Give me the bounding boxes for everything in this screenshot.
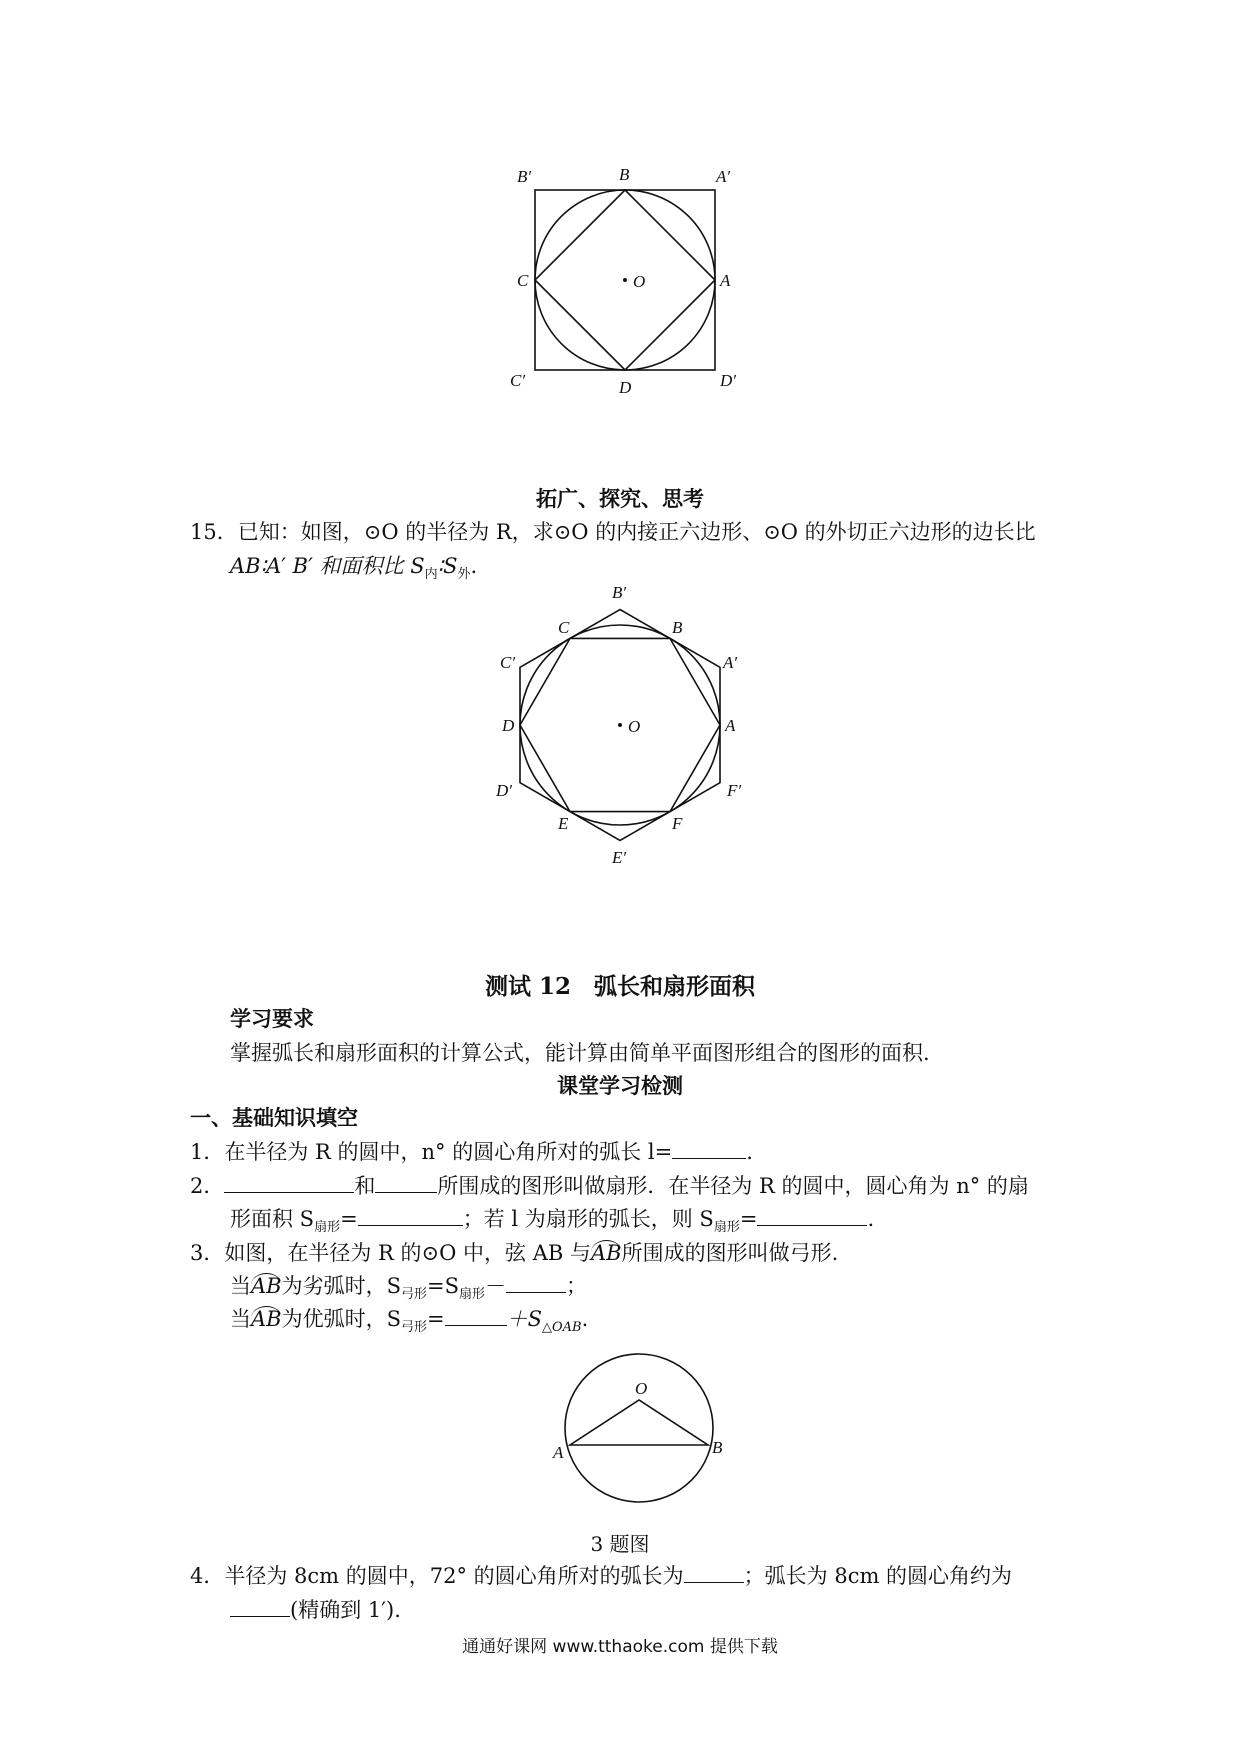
figure-segment (550, 1330, 730, 1520)
q3-sub-shan: 扇形 (459, 1287, 486, 1303)
q15-end: . (470, 554, 478, 578)
req-text: 掌握弧长和扇形面积的计算公式，能计算由简单平面图形组合的图形的面积. (230, 1041, 930, 1065)
q3-when1: 当 (230, 1274, 251, 1298)
q2-text-b: ；若 l 为扇形的弧长，则 S (462, 1207, 714, 1231)
class-check-heading: 课堂学习检测 (557, 1073, 683, 1098)
q3-line3 (230, 1303, 588, 1335)
q2-number: 2． (190, 1174, 225, 1198)
q1-text: 在半径为 R 的圆中，n° 的圆心角所对的弧长 l= (224, 1140, 673, 1164)
label-c-prime: C′ (510, 371, 526, 390)
q3-blank2[interactable] (445, 1307, 507, 1326)
label3-b: B (712, 1438, 723, 1457)
label-d: D (619, 378, 632, 397)
q4-number: 4． (190, 1564, 225, 1588)
part1-heading: 一、基础知识填空 (190, 1105, 358, 1130)
q2-line2-a: 形面积 S (230, 1207, 315, 1231)
label-d-prime: D′ (720, 371, 736, 390)
q3-sub-tri: △OAB (542, 1320, 582, 1336)
label2-f-prime: F′ (727, 781, 742, 800)
q3-line1 (190, 1237, 838, 1267)
q2-blank4[interactable] (757, 1207, 867, 1226)
q4-blank2[interactable] (230, 1598, 290, 1617)
q2-blank1[interactable] (224, 1174, 354, 1193)
q15-text1: 已知：如图，⊙O 的半径为 R，求⊙O 的内接正六边形、⊙O 的外切正六边形的边长比 (237, 520, 1036, 544)
q1 (190, 1136, 753, 1166)
label3-o: O (635, 1379, 648, 1398)
label2-a-prime: A′ (723, 653, 738, 672)
label2-e: E (558, 814, 569, 833)
section-explore-title: 拓广、探究、思考 (536, 486, 704, 511)
q15-number: 15． (190, 520, 238, 544)
label2-b-prime: B′ (612, 583, 627, 602)
q2-blank3[interactable] (358, 1207, 463, 1226)
label2-d-prime: D′ (496, 781, 512, 800)
q4-line1 (190, 1560, 1012, 1590)
q15-colon: ∶S (437, 554, 458, 578)
q3-when2: 当 (230, 1307, 251, 1331)
q3-end: . (581, 1307, 589, 1331)
q3-minus: － (485, 1274, 507, 1298)
q3-blank1[interactable] (506, 1274, 566, 1293)
label-c: C (517, 271, 529, 290)
figure-hexagons (490, 580, 750, 870)
q3-plus: ＋S (506, 1307, 543, 1331)
label2-b: B (672, 618, 683, 637)
label-a-prime: A′ (716, 167, 731, 186)
label2-e-prime: E′ (612, 848, 627, 867)
q4-text1b: ；弧长为 8cm 的圆心角约为 (743, 1564, 1013, 1588)
test12-title: 测试 12 弧长和扇形面积 (484, 973, 755, 1000)
label-a: A (720, 271, 731, 290)
q2-end: . (867, 1207, 875, 1231)
q2-text-a: 所围成的图形叫做扇形．在半径为 R 的圆中，圆心角为 n° 的扇 (437, 1174, 1029, 1198)
q3-minor: 为劣弧时，S (281, 1274, 401, 1298)
label-b: B (619, 165, 630, 184)
q3-sub-gong: 弓形 (401, 1287, 428, 1303)
q3-text-b: 所围成的图形叫做弓形. (621, 1241, 839, 1265)
q2-eq1: = (340, 1207, 358, 1231)
q15-text2: AB∶A′ B′ 和面积比 S (230, 554, 425, 578)
label2-a: A (725, 716, 736, 735)
q3-eq: = (427, 1307, 445, 1331)
q2-blank2[interactable] (375, 1174, 437, 1193)
label2-o: O (628, 717, 641, 736)
q3-arc-ab-2: AB (251, 1274, 282, 1298)
q15-line2 (230, 550, 477, 582)
req-heading: 学习要求 (230, 1006, 314, 1031)
label2-d: D (502, 716, 515, 735)
figure-square-circle (500, 160, 760, 400)
q2-and: 和 (354, 1174, 376, 1198)
label2-c: C (558, 618, 570, 637)
q3-semi: ； (566, 1274, 588, 1298)
figure3-caption: 3 题图 (590, 1532, 650, 1556)
q2-sub1: 扇形 (314, 1220, 341, 1236)
q3-arc-ab-3: AB (251, 1307, 282, 1331)
q3-text-a: 如图，在半径为 R 的⊙O 中，弦 AB 与 (224, 1241, 591, 1265)
label-b-prime: B′ (517, 167, 532, 186)
q2-sub2: 扇形 (713, 1220, 740, 1236)
q2-eq2: = (739, 1207, 758, 1231)
q15-line1 (190, 516, 1036, 546)
q1-blank[interactable] (672, 1140, 746, 1159)
q1-number: 1． (190, 1140, 225, 1164)
q15-sub-out: 外 (457, 567, 471, 583)
footer: 通通好课网 www.tthaoke.com 提供下载 (462, 1637, 778, 1657)
label-o: O (633, 272, 646, 291)
q3-major: 为优弧时，S (281, 1307, 401, 1331)
q4-text1: 半径为 8cm 的圆中，72° 的圆心角所对的弧长为 (224, 1564, 684, 1588)
q4-blank1[interactable] (684, 1564, 744, 1583)
q2-line2 (230, 1203, 874, 1235)
q3-arc-ab: AB (590, 1241, 622, 1265)
q1-end: . (746, 1140, 753, 1164)
label3-a: A (553, 1443, 564, 1462)
q4-text2: (精确到 1′). (290, 1598, 401, 1622)
q3-sub-gong-2: 弓形 (401, 1320, 428, 1336)
q2-line1 (190, 1170, 1029, 1200)
label2-c-prime: C′ (500, 653, 516, 672)
q3-eqS: =S (427, 1274, 459, 1298)
q3-number: 3． (190, 1241, 225, 1265)
label2-f: F (672, 814, 683, 833)
q4-line2 (230, 1594, 401, 1624)
q15-sub-in: 内 (424, 567, 438, 583)
q3-line2 (230, 1270, 587, 1302)
